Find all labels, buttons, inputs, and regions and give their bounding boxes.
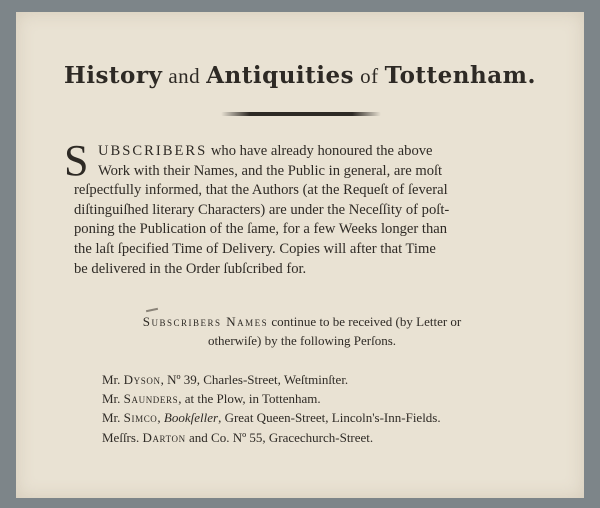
agent-prefix: Mr. <box>102 391 121 407</box>
paragraph-line-7: be delivered in the Order ſubſcribed for. <box>74 260 307 277</box>
paragraph-line-1 <box>74 142 542 162</box>
agent-name: Simco <box>123 410 158 426</box>
notice-lead: Subscribers Names <box>142 314 269 329</box>
title-and: and <box>168 64 201 88</box>
document-title <box>16 62 584 89</box>
agent-trade: Bookſeller <box>163 410 219 426</box>
agent-prefix: Mr. <box>102 372 121 387</box>
agent-address: and Co. Nº 55, Gracechurch-Street. <box>185 429 374 445</box>
agent-address: , Nº 39, Charles-Street, Weſtminſter. <box>160 372 349 387</box>
subscribers-caps: UBSCRIBERS <box>98 143 208 159</box>
title-history: History <box>63 62 163 89</box>
title-divider-rule <box>221 112 381 116</box>
notice-line-1-rest: continue to be received (by Letter or <box>271 314 462 329</box>
notice-line-2: otherwiſe) by the following Perſons. <box>207 333 397 348</box>
broadside-sheet <box>16 12 584 498</box>
title-antiquities: Antiquities <box>206 62 355 89</box>
agent-row <box>102 389 542 408</box>
title-of: of <box>360 64 379 88</box>
agent-address: , at the Plow, in Tottenham. <box>178 391 321 407</box>
agent-row <box>102 370 542 389</box>
paragraph-line-4: diſtinguiſhed literary Characters) are under the Neceſſity of poſt- <box>74 201 450 218</box>
agent-address: , Great Queen-Street, Lincoln's-Inn-Fields. <box>218 410 441 426</box>
agent-prefix: Meſſrs. <box>102 429 140 445</box>
paragraph-line-5: poning the Publication of the ſame, for a few Weeks longer than <box>74 221 448 238</box>
paragraph-line-1-rest: who have already honoured the above <box>210 143 433 159</box>
agent-name: Dyson <box>123 372 161 387</box>
agent-name: Saunders <box>123 391 179 407</box>
drop-cap: S <box>64 136 89 185</box>
agent-row: Mr. Simco, Bookſeller, Great Queen-Street, Lincoln's-Inn-Fields. <box>102 410 441 426</box>
agent-prefix: Mr. <box>102 410 121 426</box>
paragraph-line-2: Work with their Names, and the Public in general, are moſt <box>98 162 443 179</box>
paragraph-line-6: the laſt ſpecified Time of Delivery. Copies will after that Time <box>74 240 436 257</box>
agent-row <box>102 428 542 447</box>
subscription-notice <box>76 312 528 350</box>
agent-name: Darton <box>142 429 186 445</box>
announcement-paragraph <box>64 136 542 279</box>
paragraph-line-3: reſpectfully informed, that the Authors (at the Requeſt of ſeveral <box>74 182 448 199</box>
title-tottenham: Tottenham. <box>384 62 536 89</box>
agents-list <box>102 370 542 447</box>
